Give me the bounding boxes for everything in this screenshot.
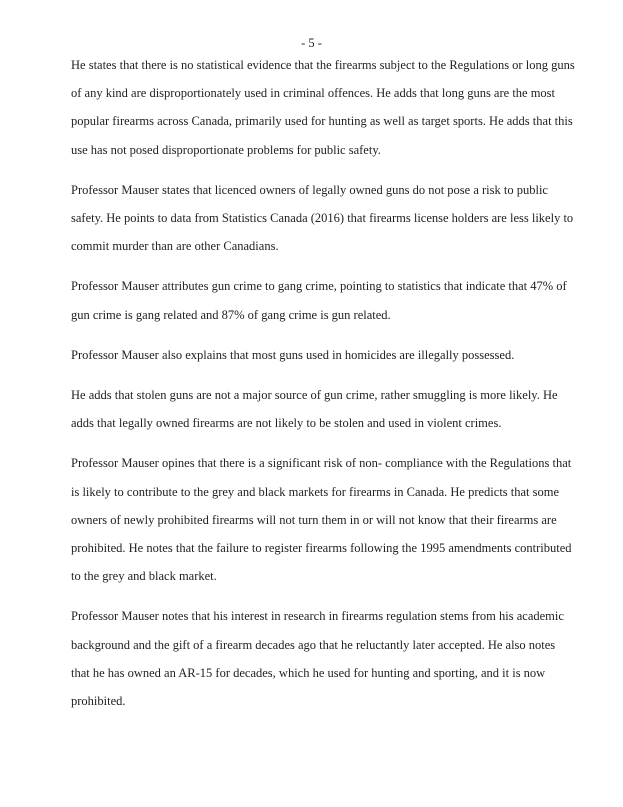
text-line: commit murder than are other Canadians. — [71, 239, 279, 254]
text-line: owners of newly prohibited firearms will not turn them in or will not know that their firearms are — [71, 512, 557, 527]
text-line: use has not posed disproportionate problems for public safety. — [71, 142, 381, 157]
page-number: - 5 - — [301, 36, 322, 50]
text-line: background and the gift of a firearm decades ago that he reluctantly later accepted. He also notes — [71, 637, 556, 652]
paragraph — [71, 176, 581, 261]
text-line: is likely to contribute to the grey and black markets for firearms in Canada. He predicts that some — [71, 484, 560, 499]
text-line: prohibited. — [71, 694, 126, 709]
paragraph — [71, 381, 581, 437]
paragraph — [71, 341, 581, 369]
text-line: Professor Mauser also explains that most guns used in homicides are illegally possessed. — [71, 347, 515, 362]
text-line: prohibited. He notes that the failure to register firearms following the 1995 amendments contributed — [71, 541, 572, 556]
paragraph — [71, 449, 581, 590]
text-line: that he has owned an AR-15 for decades, which he used for hunting and sporting, and it is now — [71, 665, 546, 680]
paragraph — [71, 51, 581, 164]
text-line: Professor Mauser opines that there is a significant risk of non- compliance with the Regulations that — [71, 456, 572, 471]
document-body — [71, 51, 581, 727]
text-line: gun crime is gang related and 87% of gang crime is gun related. — [71, 307, 391, 322]
text-line: Professor Mauser states that licenced owners of legally owned guns do not pose a risk to public — [71, 182, 548, 197]
text-line: popular firearms across Canada, primarily used for hunting as well as target sports. He adds that this — [71, 114, 573, 129]
text-line: adds that legally owned firearms are not likely to be stolen and used in violent crimes. — [71, 416, 502, 431]
text-line: to the grey and black market. — [71, 569, 217, 584]
text-line: He adds that stolen guns are not a major source of gun crime, rather smuggling is more likely. He — [71, 388, 558, 403]
paragraph — [71, 602, 581, 715]
text-line: He states that there is no statistical evidence that the firearms subject to the Regulations or long guns — [71, 58, 575, 72]
text-line: Professor Mauser attributes gun crime to gang crime, pointing to statistics that indicate that 47% of — [71, 279, 567, 294]
text-line: Professor Mauser notes that his interest in research in firearms regulation stems from his academic — [71, 609, 564, 624]
text-line: of any kind are disproportionately used in criminal offences. He adds that long guns are the most — [71, 86, 556, 101]
paragraph — [71, 272, 581, 328]
text-line: safety. He points to data from Statistics Canada (2016) that firearms license holders are less likely to — [71, 211, 574, 226]
